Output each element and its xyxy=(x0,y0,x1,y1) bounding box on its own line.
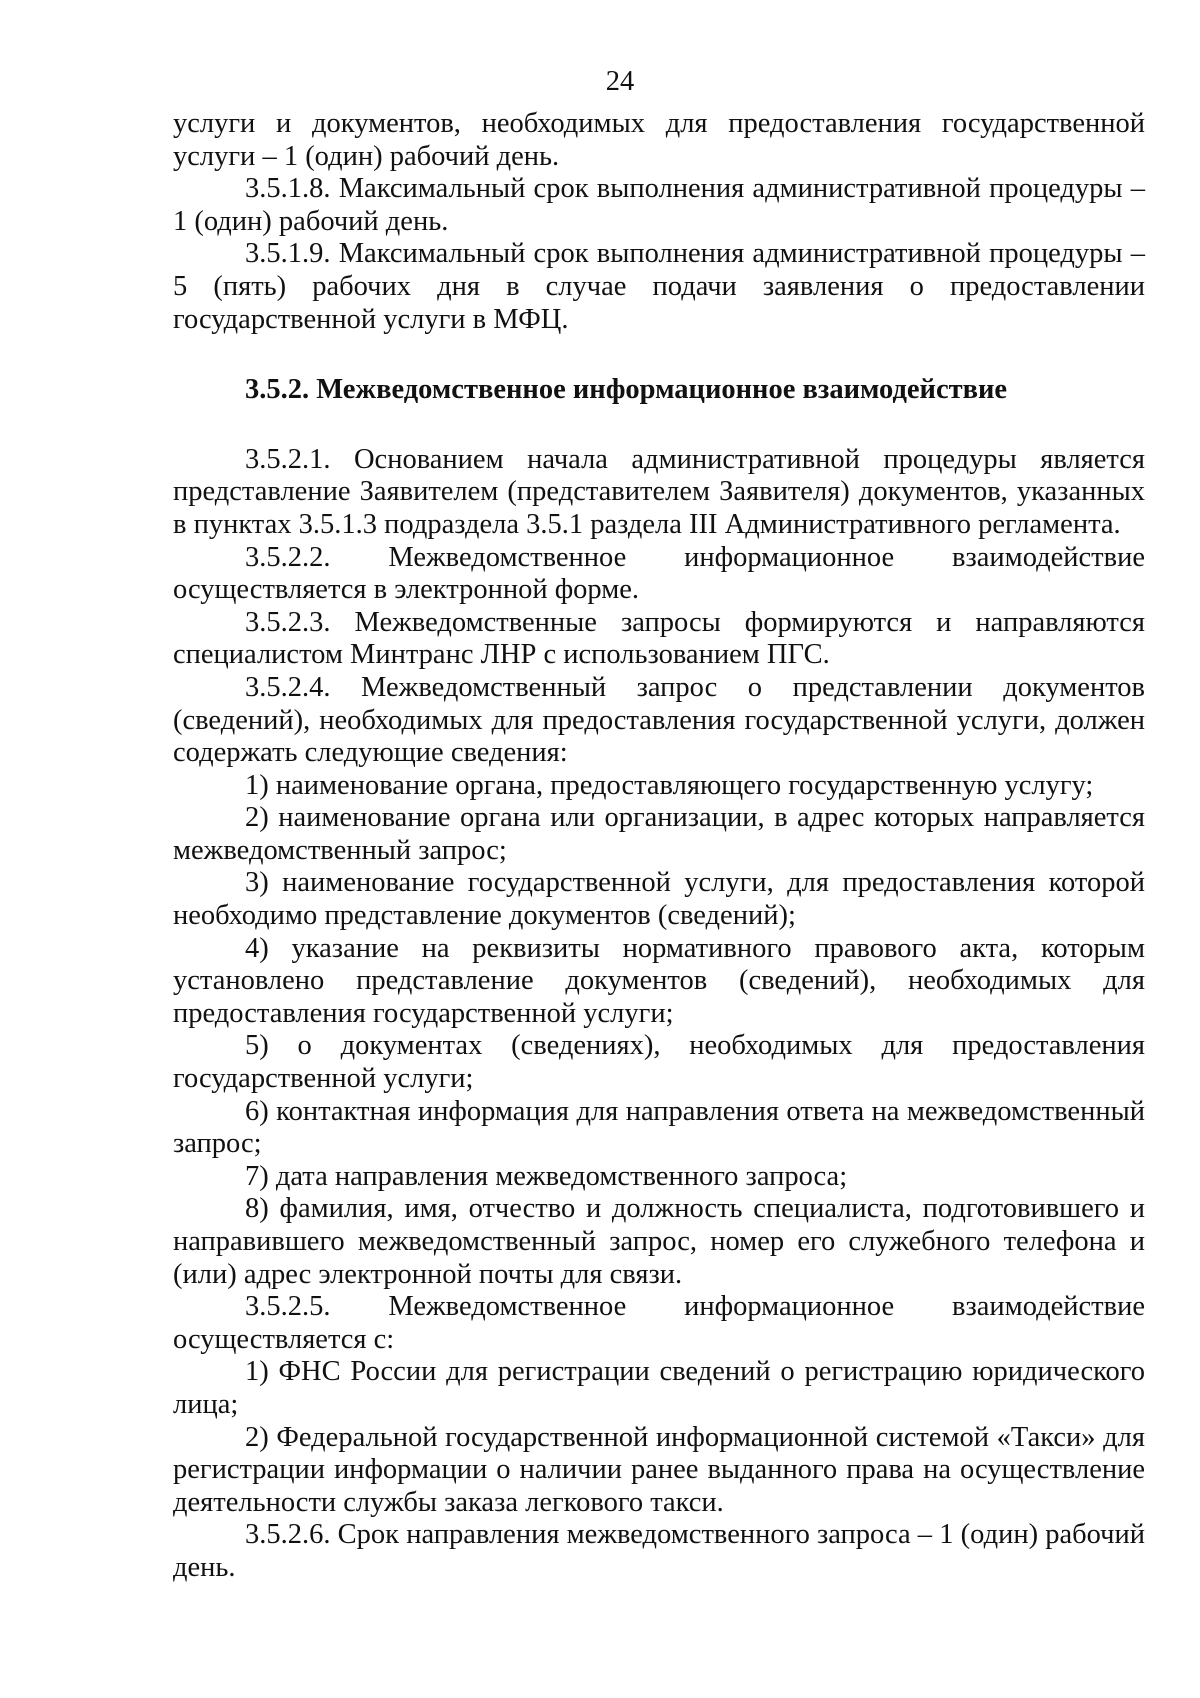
page-number: 24 xyxy=(605,66,635,97)
paragraph-continuation: услуги и документов, необходимых для предоставления государственной услуги – 1 (один) рабочий день. xyxy=(173,108,1145,172)
list-item-interaction-1: 1) ФНС России для регистрации сведений о регистрацию юридического лица; xyxy=(173,1356,1145,1420)
paragraph-3-5-2-2: 3.5.2.2. Межведомственное информационное взаимодействие осуществляется в электронной форме. xyxy=(173,541,1145,606)
list-item-request-4: 4) указание на реквизиты нормативного правового акта, которым установлено представление документов (сведений), необходимых для предоставления государственной услуги; xyxy=(173,932,1145,1029)
section-heading-3-5-2: 3.5.2. Межведомственное информационное взаимодействие xyxy=(245,374,1008,406)
list-item-request-7: 7) дата направления межведомственного запроса; xyxy=(245,1160,848,1192)
list-item-request-5: 5) о документах (сведениях), необходимых для предоставления государственной услуги; xyxy=(173,1030,1145,1095)
list-item-request-2: 2) наименование органа или организации, в адрес которых направляется межведомственный запрос; xyxy=(173,802,1145,866)
paragraph-3-5-2-1: 3.5.2.1. Основанием начала административной процедуры является представление Заявителем (представителем Заявителя) документов, указанных в пунктах 3.5.1.3 подраздела 3.5.1 раздела III Административного регламента. xyxy=(173,443,1145,540)
list-item-interaction-2: 2) Федеральной государственной информационной системой «Такси» для регистрации информации о наличии ранее выданного права на осуществление деятельности службы заказа легкового такси. xyxy=(173,1421,1145,1518)
paragraph-3-5-2-3: 3.5.2.3. Межведомственные запросы формируются и направляются специалистом Минтранс ЛНР с использованием ПГС. xyxy=(173,606,1145,671)
paragraph-3-5-1-9: 3.5.1.9. Максимальный срок выполнения административной процедуры – 5 (пять) рабочих дня в случае подачи заявления о предоставлении государственной услуги в МФЦ. xyxy=(173,238,1145,335)
list-item-request-6: 6) контактная информация для направления ответа на межведомственный запрос; xyxy=(173,1095,1145,1160)
paragraph-3-5-2-5: 3.5.2.5. Межведомственное информационное взаимодействие осуществляется с: xyxy=(173,1291,1145,1355)
list-item-request-3: 3) наименование государственной услуги, для предоставления которой необходимо представление документов (сведений); xyxy=(173,867,1145,932)
paragraph-3-5-2-4: 3.5.2.4. Межведомственный запрос о представлении документов (сведений), необходимых для предоставления государственной услуги, должен содержать следующие сведения: xyxy=(173,671,1145,769)
list-item-request-8: 8) фамилия, имя, отчество и должность специалиста, подготовившего и направившего межведомственный запрос, номер его служебного телефона и (или) адрес электронной почты для связи. xyxy=(173,1193,1145,1290)
paragraph-3-5-2-6: 3.5.2.6. Срок направления межведомственного запроса – 1 (один) рабочий день. xyxy=(173,1519,1145,1583)
paragraph-3-5-1-8: 3.5.1.8. Максимальный срок выполнения административной процедуры – 1 (один) рабочий день. xyxy=(173,173,1145,237)
list-item-request-1: 1) наименование органа, предоставляющего государственную услугу; xyxy=(245,769,1094,801)
document-body xyxy=(173,108,1145,1585)
